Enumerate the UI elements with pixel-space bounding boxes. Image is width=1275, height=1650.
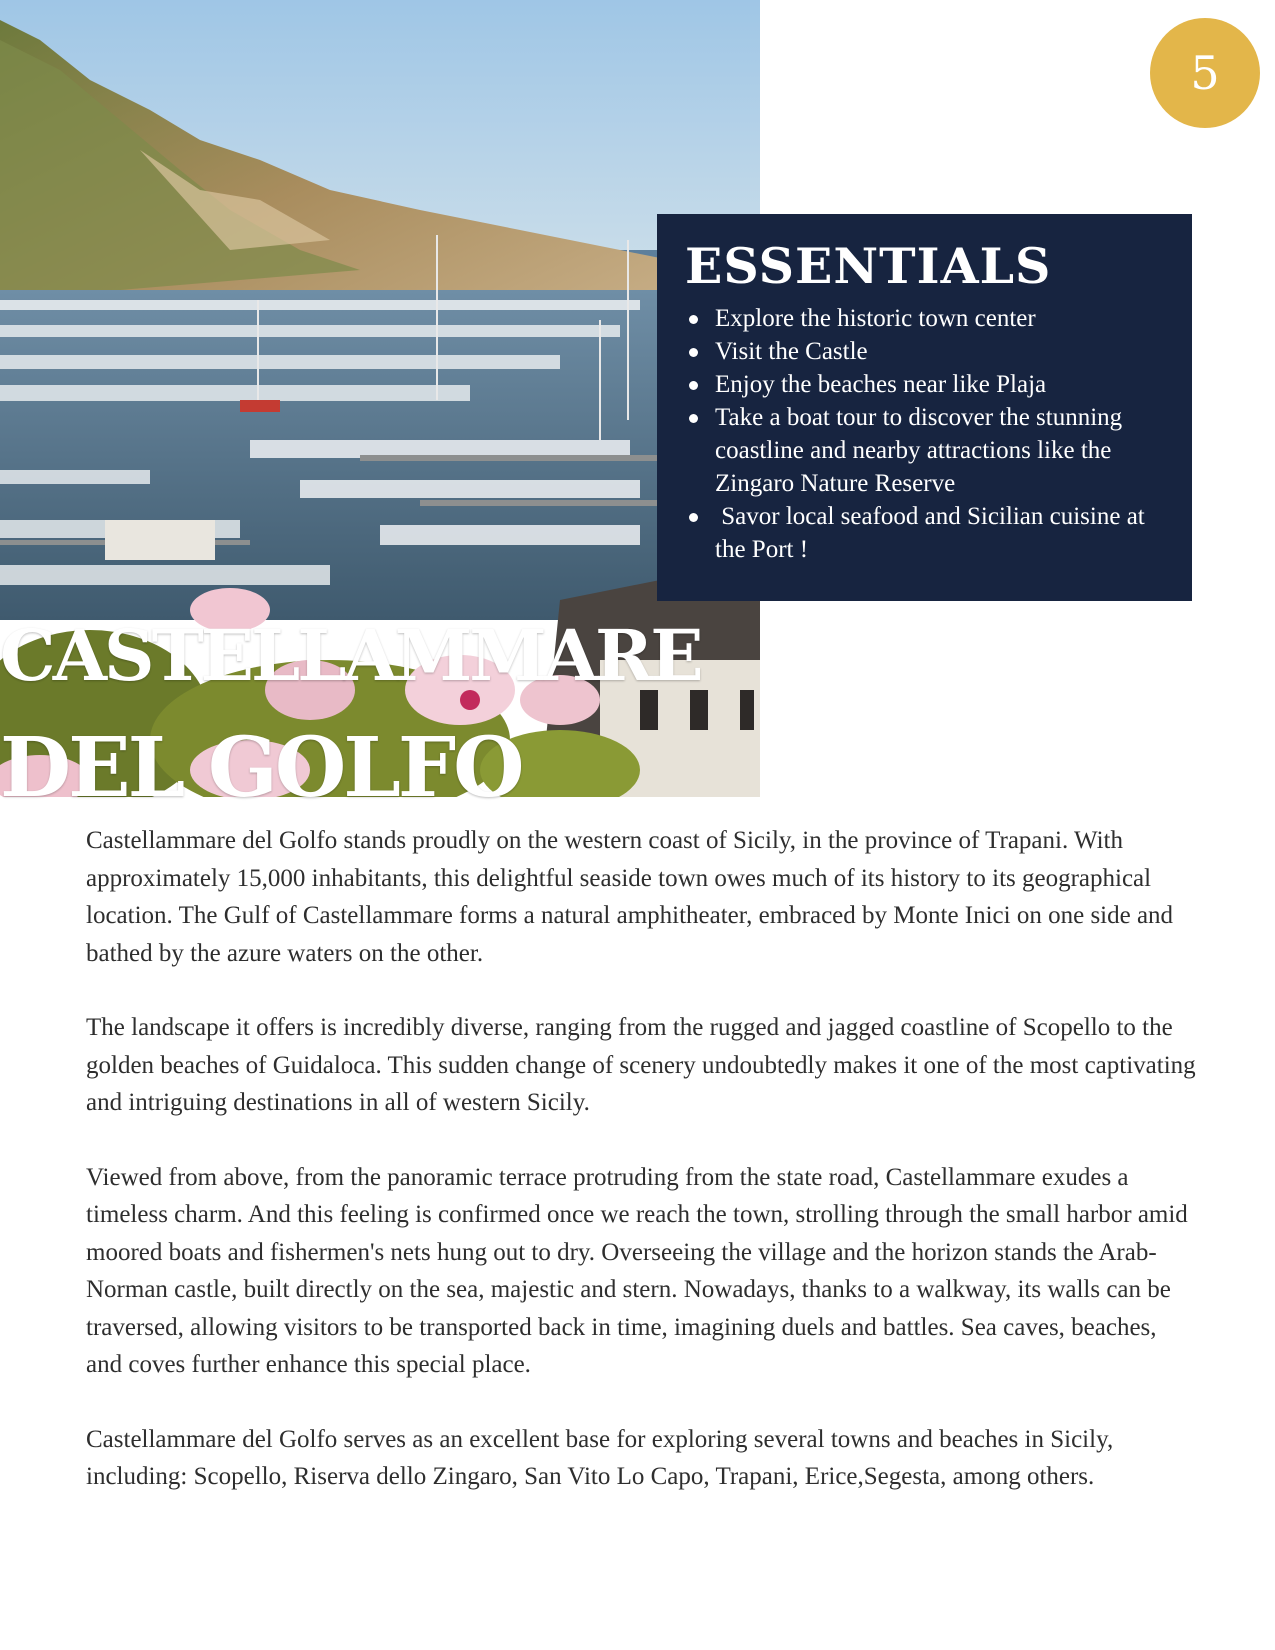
essentials-box (657, 214, 1192, 601)
bullet-icon (689, 513, 698, 522)
essentials-heading: ESSENTIALS (685, 237, 1052, 295)
essentials-item: Take a boat tour to discover the stunning coastline and nearby attractions like the Zingaro Nature Reserve (715, 401, 1168, 500)
essentials-item: Visit the Castle (715, 335, 1168, 368)
bullet-icon (689, 414, 698, 423)
paragraph-base: Castellammare del Golfo serves as an excellent base for exploring several towns and beaches in Sicily, including: Scopello, Riserva dello Zingaro, San Vito Lo Capo, Trapani, Erice,Segesta, among others. (86, 1425, 1114, 1490)
essentials-item: Enjoy the beaches near like Plaja (715, 368, 1168, 401)
paragraph-intro: Castellammare del Golfo stands proudly on the western coast of Sicily, in the province of Trapani. With approximately 15,000 inhabitants, this delightful seaside town owes much of its history to its geographical location. The Gulf of Castellammare forms a natural amphitheater, embraced by Monte Inici on one side and bathed by the azure waters on the other. (86, 827, 1174, 967)
bullet-icon (689, 315, 698, 324)
paragraph-panorama: Viewed from above, from the panoramic terrace protruding from the state road, Castellammare exudes a timeless charm. And this feeling is confirmed once we reach the town, strolling through the small harbor amid moored boats and fishermen's nets hung out to dry. Overseeing the village and the horizon stands the Arab-Norman castle, built directly on the sea, majestic and stern. Nowadays, thanks to a walkway, its walls can be traversed, allowing visitors to be transported back in time, imagining duels and battles. Sea caves, beaches, and coves further enhance this special place. (86, 1163, 1188, 1378)
title-line-1: CASTELLAMMARE (0, 614, 701, 697)
page-title (0, 600, 701, 824)
bullet-icon (689, 381, 698, 390)
paragraph-landscape: The landscape it offers is incredibly diverse, ranging from the rugged and jagged coastline of Scopello to the golden beaches of Guidaloca. This sudden change of scenery undoubtedly makes it one of the most captivating and intriguing destinations in all of western Sicily. (86, 1014, 1196, 1116)
page-number-badge: 5 (1150, 18, 1260, 128)
essentials-item: Explore the historic town center (715, 302, 1168, 335)
article-body (86, 822, 1196, 1533)
bullet-icon (689, 348, 698, 357)
title-line-2: DEL GOLFO (0, 720, 522, 816)
essentials-item: Savor local seafood and Sicilian cuisine at the Port ! (715, 500, 1168, 566)
essentials-list (685, 302, 1168, 566)
